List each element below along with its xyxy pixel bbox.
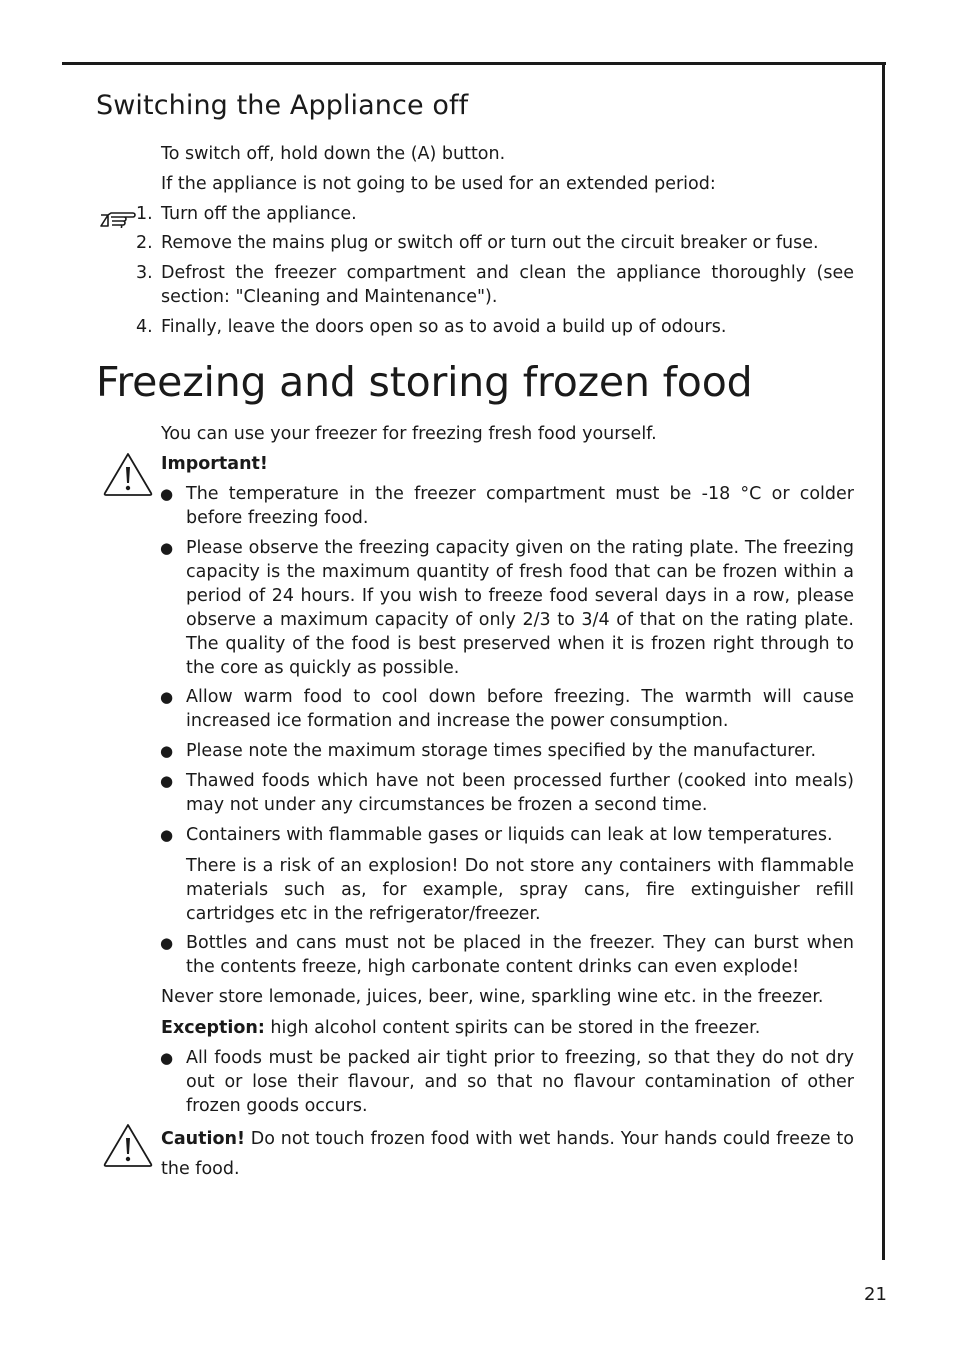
caution-note — [161, 1124, 854, 1184]
bullet-icon: ● — [160, 934, 174, 952]
bullet-icon: ● — [160, 485, 174, 503]
page-number: 21 — [864, 1284, 887, 1305]
important-label: Important! — [161, 454, 268, 474]
exception-note — [161, 1016, 760, 1040]
exception-text: high alcohol content spirits can be stored in the freezer. — [264, 1018, 761, 1038]
step-number: 2. — [136, 233, 153, 253]
pointing-hand-icon — [99, 206, 137, 228]
bullet-text: All foods must be packed air tight prior to freezing, so that they do not dry out or lose their flavour, and so that no flavour contamination of other frozen goods occurs. — [186, 1048, 854, 1116]
bullet-icon: ● — [160, 772, 174, 790]
step-number: 4. — [136, 317, 153, 337]
bullet-icon: ● — [160, 539, 174, 557]
step-number: 1. — [136, 204, 153, 224]
bullet-icon: ● — [160, 688, 174, 706]
step-text: Defrost the freezer compartment and clean the appliance thoroughly (see section: "Cleaning and Maintenance"). — [161, 263, 854, 307]
warning-triangle-icon — [102, 451, 154, 497]
caution-label: Caution! — [161, 1129, 245, 1149]
intro-extended-period: If the appliance is not going to be used for an extended period: — [161, 174, 716, 194]
bullet-text: Please observe the freezing capacity given on the rating plate. The freezing capacity is the maximum quantity of fresh food that can be frozen within a period of 24 hours. If you wish to freeze food several days in a row, please observe a maximum capacity of only 2/3 to 3/4 of that on the rating plate. The quality of the food is best preserved when it is frozen right through to the core as quickly as possible. — [186, 538, 854, 678]
warning-triangle-icon — [102, 1122, 154, 1168]
intro-switch-off: To switch off, hold down the (A) button. — [161, 144, 506, 164]
section-heading-freezing: Freezing and storing frozen food — [96, 358, 753, 406]
caution-text: Do not touch frozen food with wet hands. Your hands could freeze to the food. — [161, 1129, 854, 1179]
bullet-icon: ● — [160, 742, 174, 760]
bullet-text: The temperature in the freezer compartment must be -18 °C or colder before freezing food. — [186, 484, 854, 528]
bullet-text: Containers with flammable gases or liquids can leak at low temperatures. — [186, 825, 833, 845]
never-store-note: Never store lemonade, juices, beer, wine, sparkling wine etc. in the freezer. — [161, 987, 824, 1007]
step-text: Turn off the appliance. — [161, 204, 357, 224]
bullet-text: Allow warm food to cool down before freezing. The warmth will cause increased ice formation and increase the power consumption. — [186, 687, 854, 731]
step-text: Remove the mains plug or switch off or turn out the circuit breaker or fuse. — [161, 233, 819, 253]
bullet-text: Please note the maximum storage times specified by the manufacturer. — [186, 741, 817, 761]
bullet-icon: ● — [160, 1049, 174, 1067]
frame-top-rule — [62, 62, 886, 65]
explosion-note: There is a risk of an explosion! Do not store any containers with flammable materials such as, for example, spray cans, fire extinguisher refill cartridges etc in the refrigerator/freezer. — [186, 856, 854, 924]
step-number: 3. — [136, 263, 153, 283]
bullet-text: Bottles and cans must not be placed in the freezer. They can burst when the contents freeze, high carbonate content drinks can even explode! — [186, 933, 854, 977]
step-text: Finally, leave the doors open so as to avoid a build up of odours. — [161, 317, 727, 337]
bullet-icon: ● — [160, 826, 174, 844]
exception-label: Exception: — [161, 1018, 265, 1038]
section-heading-switching-off: Switching the Appliance off — [96, 90, 469, 121]
bullet-text: Thawed foods which have not been processed further (cooked into meals) may not under any circumstances be frozen a second time. — [186, 771, 854, 815]
intro-freezing: You can use your freezer for freezing fresh food yourself. — [161, 424, 657, 444]
frame-right-rule — [882, 62, 885, 1260]
